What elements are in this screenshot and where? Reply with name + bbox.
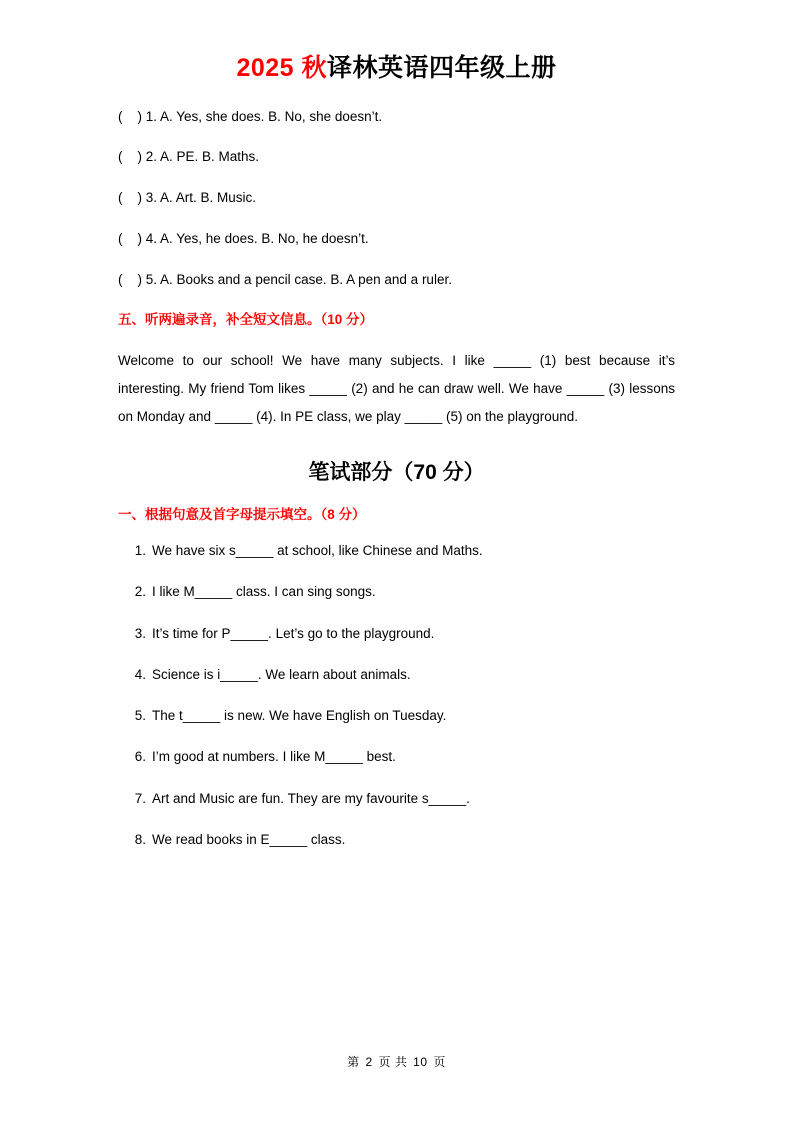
listening-choice-item: ( ) 5. A. Books and a pencil case. B. A pen and a ruler. xyxy=(118,271,452,287)
list-item xyxy=(134,789,675,809)
list-item xyxy=(134,582,675,602)
page-title-year: 2025 秋 xyxy=(236,54,328,82)
listening-choice-item: ( ) 4. A. Yes, he does. B. No, he doesn’t. xyxy=(118,230,369,246)
footer-middle: 页 共 xyxy=(378,1055,408,1069)
list-item-text: It’s time for P_____. Let’s go to the playground. xyxy=(152,625,435,641)
written-part-heading: 笔试部分（70 分） xyxy=(308,460,485,484)
list-item xyxy=(134,665,675,685)
listening-choice-item: ( ) 3. A. Art. B. Music. xyxy=(118,190,257,205)
page-title-subject: 译林英语四年级上册 xyxy=(327,54,557,82)
footer-current-page: 2 xyxy=(365,1055,373,1069)
page-footer xyxy=(0,1053,793,1070)
footer-total-pages: 10 xyxy=(413,1055,428,1069)
list-item-text: I’m good at numbers. I like M_____ best. xyxy=(152,749,396,765)
list-item-number: 3. xyxy=(134,625,146,641)
list-item-number: 8. xyxy=(134,831,146,847)
list-item-text: We read books in E_____ class. xyxy=(152,831,346,847)
list-item-text: I like M_____ class. I can sing songs. xyxy=(152,584,376,600)
list-item-number: 2. xyxy=(134,584,146,600)
list-item-number: 4. xyxy=(134,666,146,682)
list-item-number: 7. xyxy=(134,790,146,806)
list-item-text: Art and Music are fun. They are my favourite s_____. xyxy=(152,790,470,806)
list-item xyxy=(134,706,675,726)
page-title xyxy=(118,52,675,85)
listening-choices-block xyxy=(118,107,675,290)
list-item-text: The t_____ is new. We have English on Tuesday. xyxy=(152,708,447,724)
section-heading-one: 一、根据句意及首字母提示填空。（8 分） xyxy=(118,506,366,522)
list-item xyxy=(134,747,675,767)
list-item-text: Science is i_____. We learn about animals. xyxy=(152,666,411,682)
list-item-number: 5. xyxy=(134,708,146,724)
listening-choice-item: ( ) 1. A. Yes, she does. B. No, she doesn’t. xyxy=(118,108,383,124)
list-item xyxy=(134,624,675,644)
list-item-number: 1. xyxy=(134,543,146,559)
footer-prefix: 第 xyxy=(347,1055,360,1069)
footer-suffix: 页 xyxy=(433,1055,446,1069)
fill-in-blank-list xyxy=(118,541,675,850)
listening-choice-item: ( ) 2. A. PE. B. Maths. xyxy=(118,149,260,165)
list-item-number: 6. xyxy=(134,749,146,765)
list-item xyxy=(134,541,675,561)
list-item-text: We have six s_____ at school, like Chinese and Maths. xyxy=(152,543,483,559)
listening-passage: Welcome to our school! We have many subjects. I like _____ (1) best because it’s interesting. My friend Tom likes _____ (2) and he can draw well. We have _____ (3) lessons on Monday and _____ (4). In PE class, we play _____ (5) on the playground. xyxy=(118,352,675,425)
section-heading-five: 五、听两遍录音，补全短文信息。（10 分） xyxy=(118,312,374,328)
list-item xyxy=(134,830,675,850)
